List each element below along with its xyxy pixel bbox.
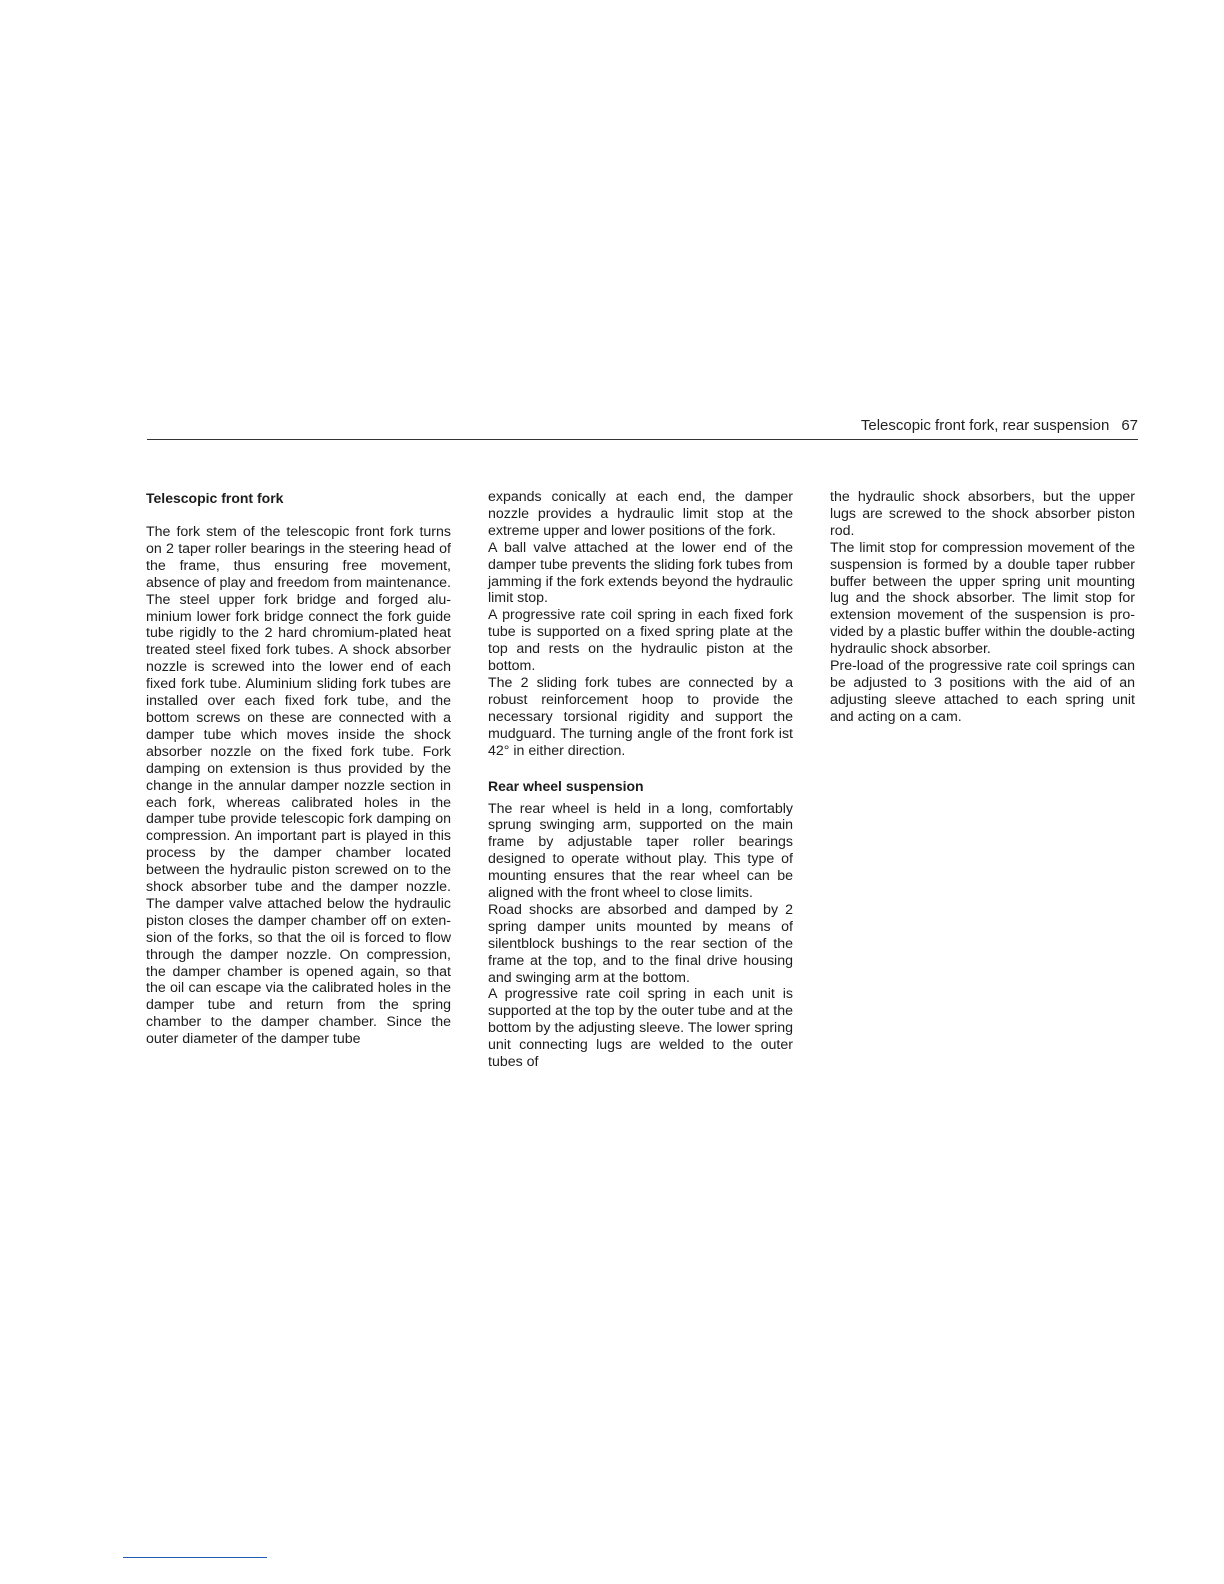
paragraph: the hydraulic shock absorbers, but the upper lugs are screwed to the shock absorber piston rod.: [830, 489, 1135, 539]
paragraph: The rear wheel is held in a long, comfortably sprung swinging arm, supported on the main frame by adjustable taper roller bearings designed to operate without play. This type of mounting ensures that the rear wheel can be aligned with the front wheel to close limits.: [488, 800, 793, 902]
text-column-2: [488, 489, 793, 1071]
paragraph: expands conically at each end, the damper nozzle provides a hydraulic limit stop at the extreme upper and lower positions of the fork.: [488, 489, 793, 539]
running-title: Telescopic front fork, rear suspension: [860, 417, 1110, 434]
paragraph: A progressive rate coil spring in each unit is supported at the top by the outer tube and at the bottom by the adjusting sleeve. The lower spring unit connecting lugs are welded to the outer tubes of: [488, 986, 793, 1071]
paragraph: Road shocks are absorbed and damped by 2 spring damper units mounted by means of silentblock bushings to the rear section of the frame at the top, and to the final drive housing and swinging arm at the bottom.: [488, 901, 793, 986]
header-text: [861, 416, 1138, 436]
paragraph: The fork stem of the telescopic front fork turns on 2 taper roller bearings in the steering head of the frame, thus ensuring free movement, absence of play and freedom from maintenance. The steel upper fork bridge and forged aluminium lower fork bridge connect the fork guide tube rigidly to the 2 hard chromium-plated heat treated steel fixed fork tubes. A shock absorber nozzle is screwed into the lower end of each fixed fork tube. Aluminium sliding fork tubes are installed over each fixed fork tube, and the bottom screws on these are connected with a damper tube which moves inside the shock absorber nozzle on the fixed fork tube. Fork damping on extension is thus provided by the change in the annular damper nozzle section in each fork, whereas calibrated holes in the damper tube provide telescopic fork damping on compression. An important part is played in this process by the damper chamber located between the hydraulic piston screwed on to the shock absorber tube and the damper nozzle. The damper valve attached below the hydraulic piston closes the damper chamber off on extension of the forks, so that the oil is forced to flow through the damper nozzle. On compression, the damper chamber is opened again, so that the oil can escape via the calibrated holes in the damper tube and return from the spring chamber to the damper chamber. Since the outer diameter of the damper tube: [146, 524, 451, 1048]
paragraph: A progressive rate coil spring in each fixed fork tube is supported on a fixed spring plate at the top and rests on the hydraulic piston at the bottom.: [488, 607, 793, 675]
section-heading-rear-suspension: Rear wheel suspension: [488, 777, 644, 794]
text-column-1: [146, 489, 451, 1048]
paragraph: The limit stop for compression movement of the suspension is formed by a double taper rubber buffer between the upper spring unit mounting lug and the shock absorber. The limit stop for extension movement of the suspension is provided by a plastic buffer within the double-acting hydraulic shock absorber.: [830, 539, 1135, 658]
header-rule: [147, 439, 1138, 440]
paragraph: A ball valve attached at the lower end of the damper tube prevents the sliding fork tubes from jamming if the fork extends beyond the hydraulic limit stop.: [488, 539, 793, 607]
footer-line: [123, 1557, 267, 1558]
paragraph: The 2 sliding fork tubes are connected by a robust reinforcement hoop to provide the necessary torsional rigidity and support the mudguard. The turning angle of the front fork ist 42° in either direction.: [488, 674, 793, 759]
section-heading-front-fork: Telescopic front fork: [146, 490, 284, 506]
text-column-3: [830, 489, 1135, 726]
page-number: 67: [1121, 417, 1138, 434]
paragraph: Pre-load of the progressive rate coil springs can be adjusted to 3 positions with the aid of an adjusting sleeve attached to each spring unit and acting on a cam.: [830, 658, 1135, 725]
